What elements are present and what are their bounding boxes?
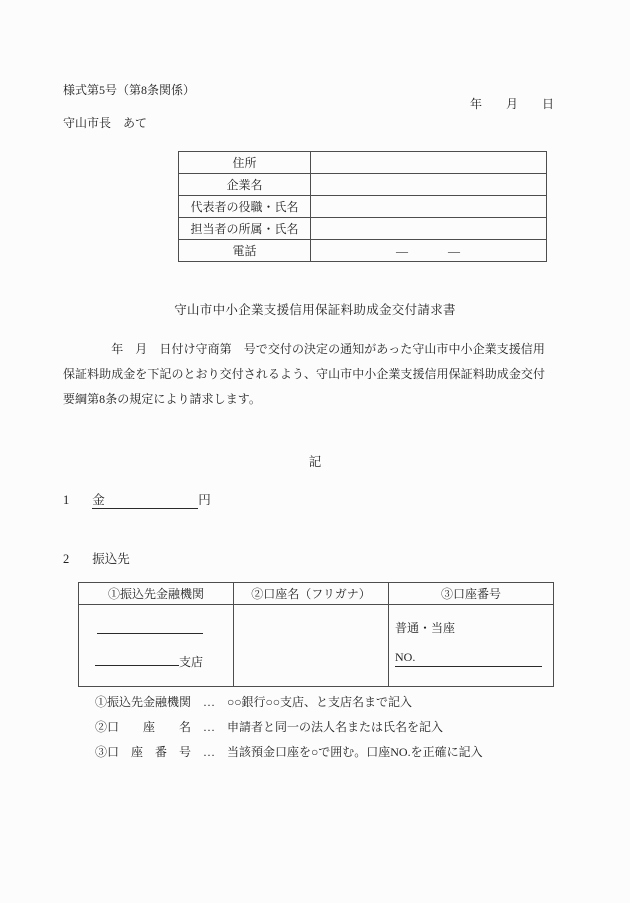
note-line-account-name: ②口 座 名 … 申請者と同一の法人名または氏名を記入: [95, 720, 444, 734]
account-no-prefix: NO.: [395, 650, 416, 664]
item1-number: 1: [63, 493, 70, 507]
item2-label: 振込先: [92, 552, 130, 566]
table-body-row: [79, 605, 554, 687]
account-name-cell: [234, 605, 389, 687]
row-label-phone: 電話: [179, 240, 311, 262]
item-transfer: [63, 549, 130, 567]
account-no-line: [395, 650, 542, 667]
table-row: [179, 218, 547, 240]
branch-name-blank: [95, 651, 179, 666]
row-value-address: [311, 152, 547, 174]
row-value-phone: ― ―: [311, 240, 547, 262]
branch-suffix: 支店: [179, 655, 204, 669]
bank-name-blank: [97, 619, 203, 634]
amount-blank-line: [92, 493, 198, 509]
paragraph-line: 要綱第8条の規定により請求します。: [63, 392, 261, 406]
document-title: 守山市中小企業支援信用保証料助成金交付請求書: [174, 303, 456, 317]
row-value-company: [311, 174, 547, 196]
account-type: 普通・当座: [395, 621, 456, 635]
notes-block: [95, 690, 483, 765]
bank-name-line: [79, 619, 233, 638]
transfer-destination-table: [78, 582, 554, 687]
table-row: [179, 174, 547, 196]
row-value-contact-person: [311, 218, 547, 240]
body-paragraph: [63, 337, 563, 412]
ki-heading: 記: [308, 455, 322, 469]
table-row: [179, 240, 547, 262]
row-value-representative: [311, 196, 547, 218]
branch-line: [79, 651, 233, 670]
item-amount: [63, 490, 211, 509]
note-line-bank: ①振込先金融機関 … ○○銀行○○支店、と支店名まで記入: [95, 695, 412, 709]
bank-cell: [79, 605, 234, 687]
row-label-representative: 代表者の役職・氏名: [179, 196, 311, 218]
paragraph-line: 保証料助成金を下記のとおり交付されるよう、守山市中小企業支援信用保証料助成金交付: [63, 367, 546, 381]
header-account-name: ②口座名（フリガナ）: [234, 583, 389, 605]
header-account-number: ③口座番号: [389, 583, 554, 605]
applicant-info-table: [178, 151, 547, 262]
table-row: [179, 196, 547, 218]
paragraph-line: 年 月 日付け守商第 号で交付の決定の通知があった守山市中小企業支援信用: [63, 342, 545, 356]
item2-number: 2: [63, 552, 70, 566]
date-line: 年 月 日: [469, 97, 554, 111]
addressee: 守山市長 あて: [63, 116, 148, 130]
note-line-account-number: ③口 座 番 号 … 当該預金口座を○で囲む。口座NO.を正確に記入: [95, 745, 483, 759]
row-label-address: 住所: [179, 152, 311, 174]
table-row: [179, 152, 547, 174]
table-header-row: [79, 583, 554, 605]
item1-unit: 円: [198, 493, 211, 507]
form-number: 様式第5号（第8条関係）: [63, 83, 196, 97]
item1-label: 金: [92, 493, 105, 507]
account-number-cell: [389, 605, 554, 687]
header-bank: ①振込先金融機関: [79, 583, 234, 605]
row-label-company: 企業名: [179, 174, 311, 196]
row-label-contact-person: 担当者の所属・氏名: [179, 218, 311, 240]
